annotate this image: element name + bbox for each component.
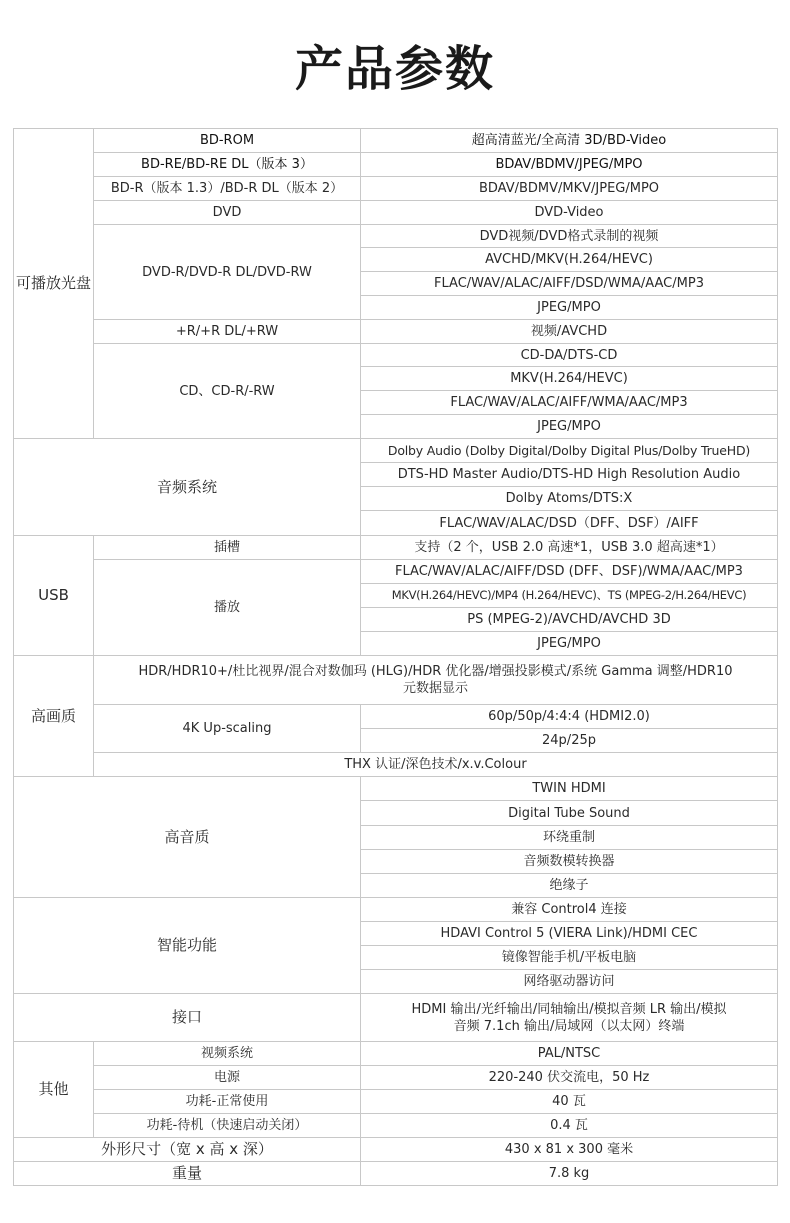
spec-value: THX 认证/深色技术/x.v.Colour [94, 753, 778, 777]
spec-label: DVD [94, 201, 361, 225]
spec-value: JPEG/MPO [361, 296, 778, 320]
spec-label: +R/+R DL/+RW [94, 320, 361, 344]
spec-value: FLAC/WAV/ALAC/AIFF/DSD/WMA/AAC/MP3 [361, 272, 778, 296]
category-usb: USB [14, 536, 94, 656]
spec-value: FLAC/WAV/ALAC/AIFF/DSD (DFF、DSF)/WMA/AAC/MP3 [361, 560, 778, 584]
spec-label: DVD-R/DVD-R DL/DVD-RW [94, 225, 361, 320]
spec-value: BDAV/BDMV/MKV/JPEG/MPO [361, 177, 778, 201]
spec-value: 支持（2 个，USB 2.0 高速*1，USB 3.0 超高速*1） [361, 536, 778, 560]
spec-value: 430 x 81 x 300 毫米 [361, 1138, 778, 1162]
spec-label: 功耗-正常使用 [94, 1090, 361, 1114]
spec-value: FLAC/WAV/ALAC/DSD（DFF、DSF）/AIFF [361, 511, 778, 536]
spec-value: 视频/AVCHD [361, 320, 778, 344]
spec-value: 220-240 伏交流电，50 Hz [361, 1066, 778, 1090]
category-playable-discs: 可播放光盘 [14, 129, 94, 439]
spec-label: 电源 [94, 1066, 361, 1090]
spec-value: Dolby Atoms/DTS:X [361, 487, 778, 511]
page-title: 产品参数 [294, 41, 495, 97]
spec-value: HDR/HDR10+/杜比视界/混合对数伽玛 (HLG)/HDR 优化器/增强投影模式/系统 Gamma 调整/HDR10 元数据显示 [94, 656, 778, 705]
spec-value: 绝缘子 [361, 874, 778, 898]
spec-value: MKV(H.264/HEVC) [361, 367, 778, 391]
spec-value: 镜像智能手机/平板电脑 [361, 946, 778, 970]
category-other: 其他 [14, 1042, 94, 1138]
spec-value: 7.8 kg [361, 1162, 778, 1186]
category-smart-features: 智能功能 [14, 898, 361, 994]
spec-value: TWIN HDMI [361, 777, 778, 801]
spec-label-dimensions: 外形尺寸（宽 x 高 x 深） [14, 1138, 361, 1162]
spec-value: HDAVI Control 5 (VIERA Link)/HDMI CEC [361, 922, 778, 946]
spec-label: BD-ROM [94, 129, 361, 153]
category-high-picture-quality: 高画质 [14, 656, 94, 777]
spec-label: BD-RE/BD-RE DL（版本 3） [94, 153, 361, 177]
spec-value: 40 瓦 [361, 1090, 778, 1114]
spec-value: BDAV/BDMV/JPEG/MPO [361, 153, 778, 177]
spec-table [13, 128, 778, 1186]
spec-value: DTS-HD Master Audio/DTS-HD High Resolution Audio [361, 463, 778, 487]
spec-value: 0.4 瓦 [361, 1114, 778, 1138]
spec-label: CD、CD-R/-RW [94, 344, 361, 439]
spec-value: HDMI 输出/光纤输出/同轴输出/模拟音频 LR 输出/模拟音频 7.1ch 输出/局域网（以太网）终端 [361, 994, 778, 1042]
spec-value: 环绕重制 [361, 826, 778, 850]
spec-value: 兼容 Control4 连接 [361, 898, 778, 922]
spec-label: 功耗-待机（快速启动关闭） [94, 1114, 361, 1138]
spec-value: DVD视频/DVD格式录制的视频 [361, 225, 778, 248]
spec-label: 4K Up-scaling [94, 705, 361, 753]
spec-value: AVCHD/MKV(H.264/HEVC) [361, 248, 778, 272]
spec-value: 网络驱动器访问 [361, 970, 778, 994]
spec-value: 60p/50p/4:4:4 (HDMI2.0) [361, 705, 778, 729]
spec-value: 超高清蓝光/全高清 3D/BD-Video [361, 129, 778, 153]
category-high-sound-quality: 高音质 [14, 777, 361, 898]
spec-label: 播放 [94, 560, 361, 656]
spec-value: FLAC/WAV/ALAC/AIFF/WMA/AAC/MP3 [361, 391, 778, 415]
category-audio-system: 音频系统 [14, 439, 361, 536]
spec-label: 视频系统 [94, 1042, 361, 1066]
spec-value: PAL/NTSC [361, 1042, 778, 1066]
spec-value: 音频数模转换器 [361, 850, 778, 874]
spec-value: Dolby Audio (Dolby Digital/Dolby Digital Plus/Dolby TrueHD) [361, 439, 778, 463]
spec-value: 24p/25p [361, 729, 778, 753]
spec-label: BD-R（版本 1.3）/BD-R DL（版本 2） [94, 177, 361, 201]
spec-value: PS (MPEG-2)/AVCHD/AVCHD 3D [361, 608, 778, 632]
spec-value: JPEG/MPO [361, 415, 778, 439]
category-interfaces: 接口 [14, 994, 361, 1042]
spec-label-weight: 重量 [14, 1162, 361, 1186]
spec-value: MKV(H.264/HEVC)/MP4 (H.264/HEVC)、TS (MPEG-2/H.264/HEVC) [361, 584, 778, 608]
spec-value: Digital Tube Sound [361, 801, 778, 826]
spec-value: CD-DA/DTS-CD [361, 344, 778, 367]
spec-value: JPEG/MPO [361, 632, 778, 656]
spec-label: 插槽 [94, 536, 361, 560]
spec-value: DVD-Video [361, 201, 778, 225]
